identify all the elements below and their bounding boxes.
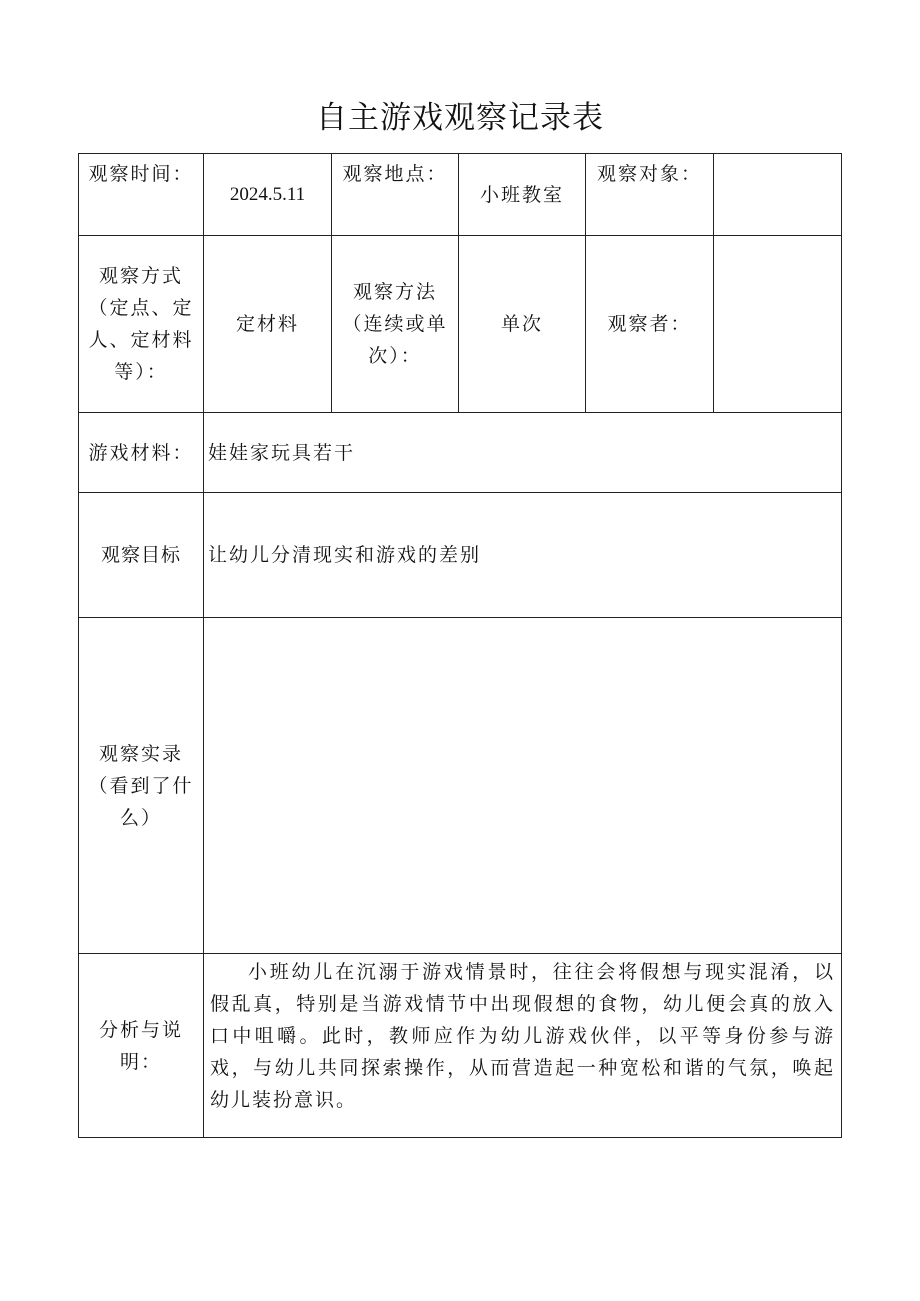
observation-goal-value: 让幼儿分清现实和游戏的差别 xyxy=(204,493,842,618)
observation-time-value: 2024.5.11 xyxy=(204,154,332,236)
table-row xyxy=(79,413,842,493)
page-title: 自主游戏观察记录表 xyxy=(316,100,604,136)
observer-value xyxy=(714,236,842,413)
game-materials-label: 游戏材料： xyxy=(79,413,204,493)
observation-method-label: 观察方法（连续或单次）： xyxy=(332,236,459,413)
table-row xyxy=(79,618,842,954)
analysis-label: 分析与说明： xyxy=(79,954,204,1138)
table-row xyxy=(79,236,842,413)
observation-method-value: 单次 xyxy=(459,236,586,413)
observer-label: 观察者： xyxy=(586,236,714,413)
table-row xyxy=(79,954,842,1138)
observation-record-label: 观察实录（看到了什么） xyxy=(79,618,204,954)
game-materials-value: 娃娃家玩具若干 xyxy=(204,413,842,493)
observation-place-label: 观察地点： xyxy=(332,154,459,236)
observation-record-table xyxy=(78,153,842,1138)
analysis-text: 小班幼儿在沉溺于游戏情景时，往往会将假想与现实混淆，以假乱真，特别是当游戏情节中出现假想的食物，幼儿便会真的放入口中咀嚼。此时，教师应作为幼儿游戏伙伴，以平等身份参与游戏，与幼儿共同探索操作，从而营造起一种宽松和谐的气氛，唤起幼儿装扮意识。 xyxy=(204,954,842,1138)
observation-goal-label: 观察目标 xyxy=(79,493,204,618)
observation-mode-label: 观察方式（定点、定人、定材料等）： xyxy=(79,236,204,413)
observation-record-value xyxy=(204,618,842,954)
observation-time-label: 观察时间： xyxy=(79,154,204,236)
observation-target-value xyxy=(714,154,842,236)
table-row xyxy=(79,493,842,618)
table-row xyxy=(79,154,842,236)
observation-mode-value: 定材料 xyxy=(204,236,332,413)
observation-place-value: 小班教室 xyxy=(459,154,586,236)
observation-target-label: 观察对象： xyxy=(586,154,714,236)
